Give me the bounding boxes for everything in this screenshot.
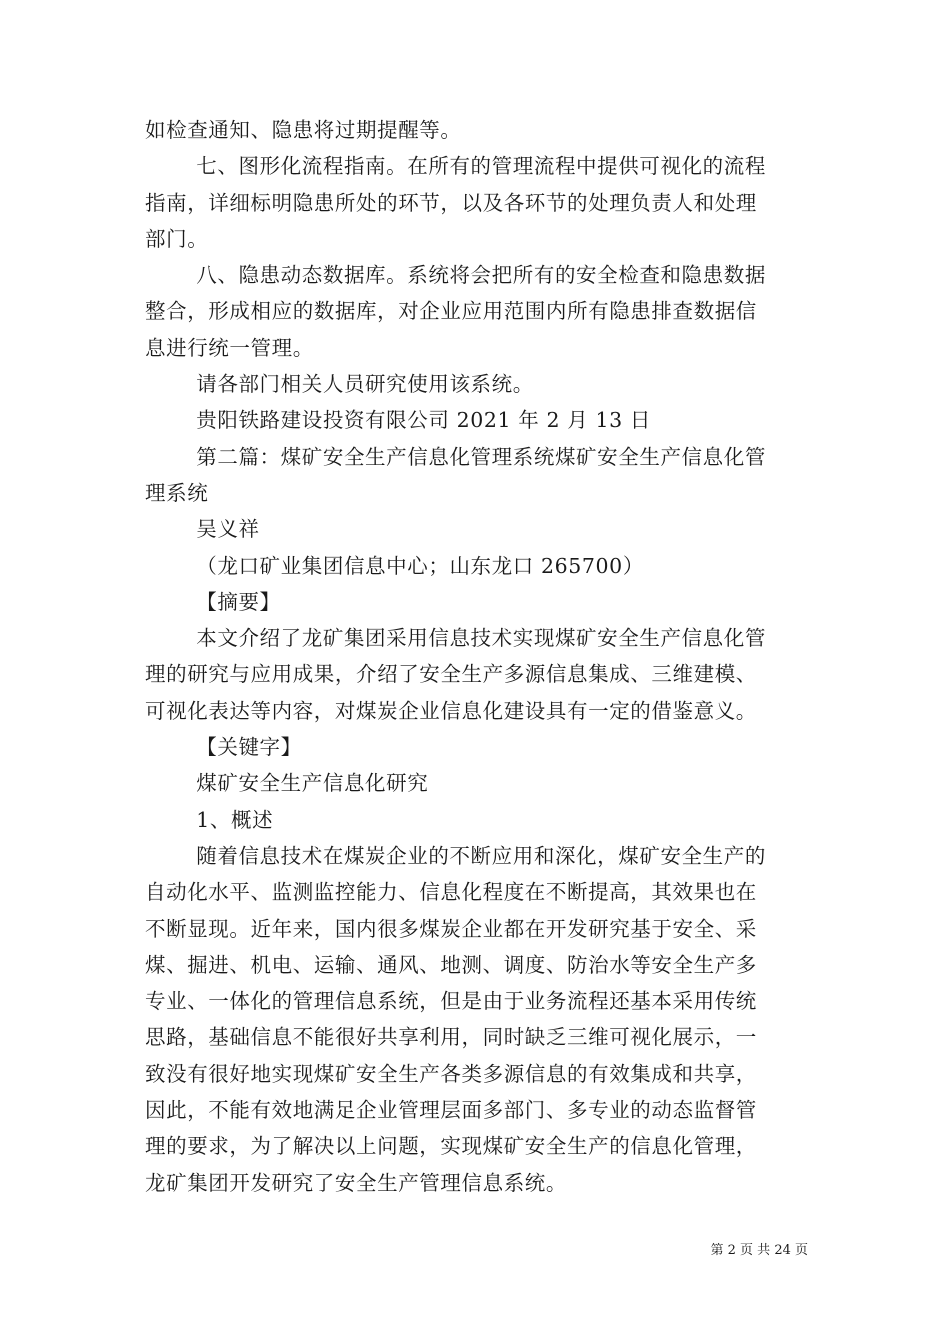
text-line: 吴义祥	[196, 517, 260, 542]
text-line: 思路，基础信息不能很好共享利用，同时缺乏三维可视化展示，一	[145, 1025, 757, 1050]
text-line: 可视化表达等内容，对煤炭企业信息化建设具有一定的借鉴意义。	[145, 698, 757, 723]
text-line: 贵阳铁路建设投资有限公司 2021 年 2 月 13 日	[196, 408, 651, 433]
text-line: 因此，不能有效地满足企业管理层面多部门、多专业的动态监督管	[145, 1098, 757, 1123]
text-line: （龙口矿业集团信息中心；山东龙口 265700）	[196, 553, 644, 578]
text-line: 理系统	[145, 480, 209, 505]
text-line: 息进行统一管理。	[145, 335, 314, 360]
page-number-footer: 第 2 页 共 24 页	[710, 1243, 808, 1258]
text-line: 随着信息技术在煤炭企业的不断应用和深化，煤矿安全生产的	[196, 843, 766, 868]
text-line: 本文介绍了龙矿集团采用信息技术实现煤矿安全生产信息化管	[196, 626, 766, 651]
text-line: 八、隐患动态数据库。系统将会把所有的安全检查和隐患数据	[196, 263, 766, 288]
text-line: 理的要求，为了解决以上问题，实现煤矿安全生产的信息化管理，	[145, 1134, 757, 1159]
text-line: 整合，形成相应的数据库，对企业应用范围内所有隐患排查数据信	[145, 299, 757, 324]
text-line: 如检查通知、隐患将过期提醒等。	[145, 118, 462, 142]
text-line: 煤矿安全生产信息化研究	[196, 771, 429, 796]
text-line: 致没有很好地实现煤矿安全生产各类多源信息的有效集成和共享，	[145, 1061, 757, 1086]
text-line: 七、图形化流程指南。在所有的管理流程中提供可视化的流程	[196, 154, 766, 179]
text-line: 【关键字】	[196, 735, 302, 760]
text-line: 龙矿集团开发研究了安全生产管理信息系统。	[145, 1170, 567, 1195]
text-line: 部门。	[145, 226, 209, 251]
document-body	[145, 112, 810, 1201]
text-line: 【摘要】	[196, 589, 281, 614]
text-line: 1、概述	[196, 807, 274, 832]
text-line: 专业、一体化的管理信息系统，但是由于业务流程还基本采用传统	[145, 989, 757, 1014]
text-line: 自动化水平、监测监控能力、信息化程度在不断提高，其效果也在	[145, 880, 757, 905]
text-line: 不断显现。近年来，国内很多煤炭企业都在开发研究基于安全、采	[145, 916, 757, 941]
text-line: 第二篇：煤矿安全生产信息化管理系统煤矿安全生产信息化管	[196, 444, 766, 469]
text-line: 请各部门相关人员研究使用该系统。	[196, 372, 534, 397]
text-line: 煤、掘进、机电、运输、通风、地测、调度、防治水等安全生产多	[145, 952, 757, 977]
text-line: 指南，详细标明隐患所处的环节，以及各环节的处理负责人和处理	[145, 190, 757, 215]
text-line: 理的研究与应用成果，介绍了安全生产多源信息集成、三维建模、	[145, 662, 757, 687]
